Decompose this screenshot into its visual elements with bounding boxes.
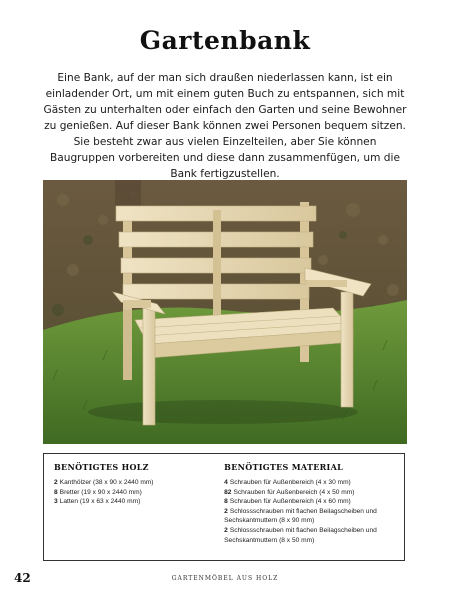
item-qty: 4 <box>224 479 228 486</box>
material-list <box>224 462 394 554</box>
material-item <box>224 488 394 498</box>
bench-illustration <box>43 180 407 444</box>
item-qty: 2 <box>224 507 228 515</box>
wood-item <box>54 488 214 498</box>
wood-item <box>54 497 214 507</box>
item-qty: 82 <box>224 488 232 496</box>
item-qty: 2 <box>54 479 58 486</box>
wood-list-title: BENÖTIGTES HOLZ <box>54 462 149 472</box>
item-text: Schrauben für Außenbereich (4 x 50 mm) <box>233 488 355 496</box>
bench-photo <box>43 180 407 444</box>
item-text: Bretter (19 x 90 x 2440 mm) <box>59 488 142 496</box>
material-list-title: BENÖTIGTES MATERIAL <box>224 462 344 472</box>
running-footer-title: GARTENMÖBEL AUS HOLZ <box>171 575 279 582</box>
item-text: Schrauben für Außenbereich (4 x 60 mm) <box>229 498 351 506</box>
material-item <box>224 526 394 545</box>
page-number: 42 <box>14 571 31 585</box>
item-text: Schlossschrauben mit flachen Beilagscheiben und Sechskantmuttern (8 x 50 mm) <box>224 526 377 544</box>
item-qty: 8 <box>54 488 58 496</box>
item-text: Schlossschrauben mit flachen Beilagscheiben und Sechskantmuttern (8 x 90 mm) <box>224 507 377 525</box>
page-title: Gartenbank <box>139 26 311 55</box>
item-qty: 2 <box>224 526 228 534</box>
wood-item <box>54 478 214 488</box>
material-item <box>224 507 394 526</box>
wood-list <box>54 462 214 554</box>
material-item <box>224 478 394 488</box>
item-qty: 3 <box>54 498 58 506</box>
material-item <box>224 497 394 507</box>
item-text: Schrauben für Außenbereich (4 x 30 mm) <box>229 479 351 486</box>
item-text: Latten (19 x 63 x 2440 mm) <box>59 498 141 506</box>
materials-box <box>43 453 405 561</box>
item-text: Kanthölzer (38 x 90 x 2440 mm) <box>59 479 154 486</box>
item-qty: 8 <box>224 498 228 506</box>
intro-paragraph: Eine Bank, auf der man sich draußen niederlassen kann, ist ein einladender Ort, um mit einem guten Buch zu entspannen, sich mit Gästen zu unterhalten oder einfach den Garten und seine Bewohner zu genießen. Auf dieser Bank können zwei Personen bequem sitzen. Sie besteht zwar aus vielen Einzelteilen, aber Sie können Baugruppen vorbereiten und diese dann zusammenfügen, um die Bank fertigzustellen. <box>43 72 407 180</box>
